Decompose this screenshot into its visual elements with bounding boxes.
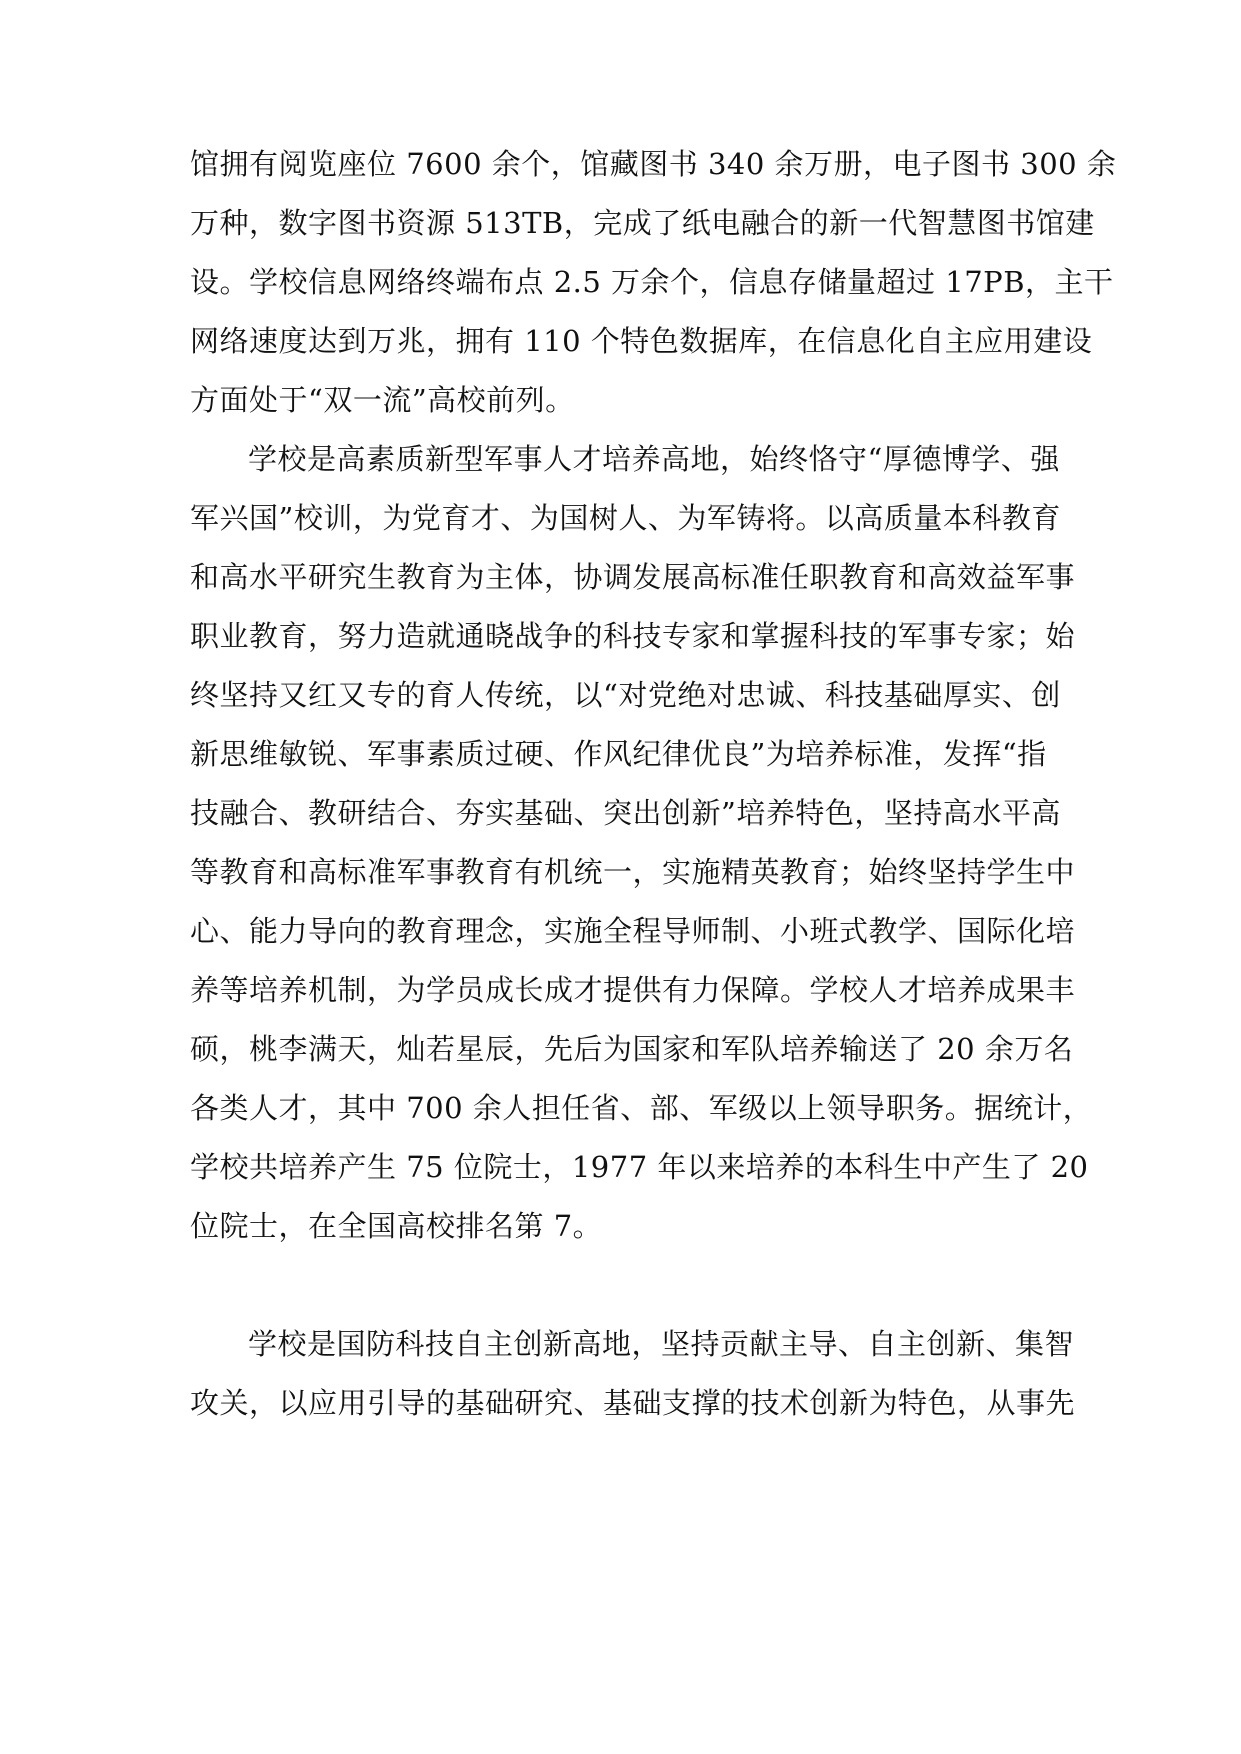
paragraph-talent-line-13: 学校共培养产生 75 位院士，1977 年以来培养的本科生中产生了 20: [190, 1150, 1089, 1184]
paragraph-library-line-2: 万种，数字图书资源 513TB，完成了纸电融合的新一代智慧图书馆建: [190, 206, 1095, 240]
paragraph-talent-line-6: 新思维敏锐、军事素质过硬、作风纪律优良”为培养标准，发挥“指: [190, 737, 1047, 771]
paragraph-talent-line-4: 职业教育，努力造就通晓战争的科技专家和掌握科技的军事专家；始: [190, 619, 1076, 653]
paragraph-talent-line-2: 军兴国”校训，为党育才、为国树人、为军铸将。以高质量本科教育: [190, 501, 1061, 535]
paragraph-library-line-3: 设。学校信息网络终端布点 2.5 万余个，信息存储量超过 17PB，主干: [190, 265, 1114, 299]
paragraph-innovation-line-1: 学校是国防科技自主创新高地，坚持贡献主导、自主创新、集智: [248, 1327, 1075, 1361]
paragraph-talent-line-3: 和高水平研究生教育为主体，协调发展高标准任职教育和高效益军事: [190, 560, 1076, 594]
paragraph-talent-line-1: 学校是高素质新型军事人才培养高地，始终恪守“厚德博学、强: [248, 442, 1060, 476]
paragraph-talent-line-8: 等教育和高标准军事教育有机统一，实施精英教育；始终坚持学生中: [190, 855, 1076, 889]
paragraph-library-line-4: 网络速度达到万兆，拥有 110 个特色数据库，在信息化自主应用建设: [190, 324, 1093, 358]
paragraph-talent-line-14: 位院士，在全国高校排名第 7。: [190, 1209, 603, 1243]
paragraph-innovation-line-2: 攻关，以应用引导的基础研究、基础支撑的技术创新为特色，从事先: [190, 1386, 1076, 1420]
paragraph-talent-line-11: 硕，桃李满天，灿若星辰，先后为国家和军队培养输送了 20 余万名: [190, 1032, 1074, 1066]
paragraph-talent-line-12: 各类人才，其中 700 余人担任省、部、军级以上领导职务。据统计，: [190, 1091, 1093, 1125]
paragraph-talent-line-9: 心、能力导向的教育理念，实施全程导师制、小班式教学、国际化培: [190, 914, 1076, 948]
paragraph-talent-line-7: 技融合、教研结合、夯实基础、突出创新”培养特色，坚持高水平高: [190, 796, 1061, 830]
paragraph-talent-line-5: 终坚持又红又专的育人传统，以“对党绝对忠诚、科技基础厚实、创: [190, 678, 1061, 712]
paragraph-library-line-1: 馆拥有阅览座位 7600 余个，馆藏图书 340 余万册，电子图书 300 余: [190, 147, 1117, 181]
paragraph-talent-line-10: 养等培养机制，为学员成长成才提供有力保障。学校人才培养成果丰: [190, 973, 1076, 1007]
paragraph-library-line-5: 方面处于“双一流”高校前列。: [190, 383, 575, 417]
